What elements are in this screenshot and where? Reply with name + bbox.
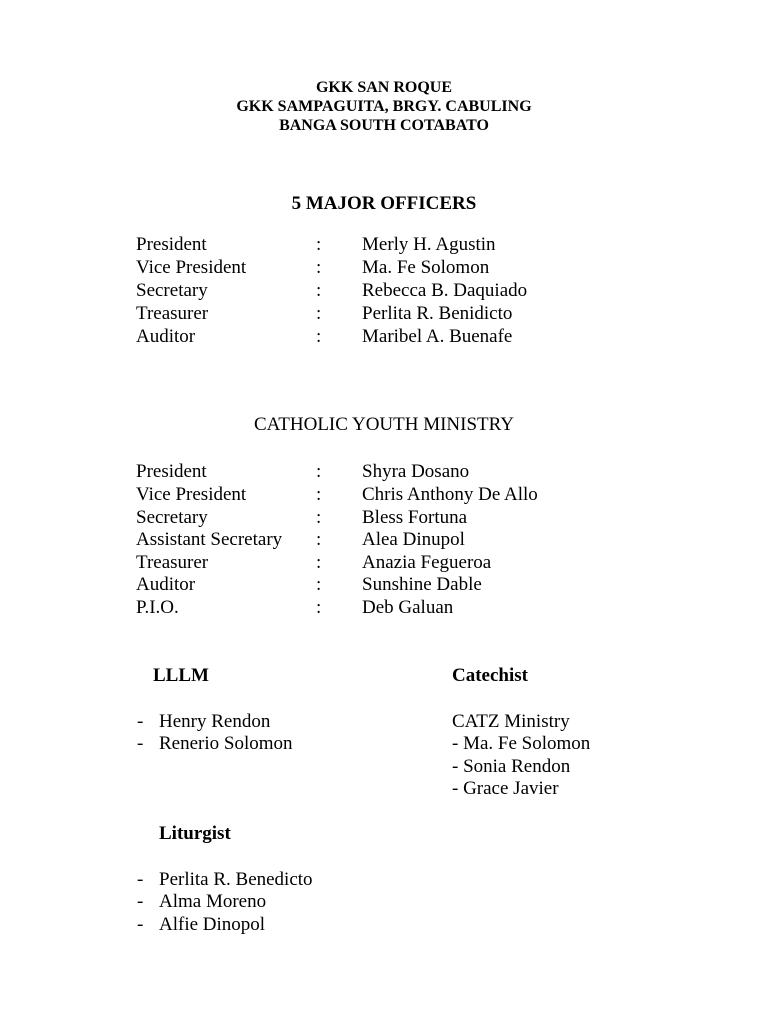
youth-row	[0, 506, 768, 529]
lllm-heading: LLLM	[153, 665, 209, 686]
youth-position: Auditor	[136, 574, 196, 595]
officer-position: Vice President	[136, 257, 247, 278]
bullet-dash: -	[137, 733, 144, 754]
youth-row	[0, 528, 768, 551]
youth-separator: :	[316, 529, 322, 550]
youth-row	[0, 460, 768, 483]
officer-name: Rebecca B. Daquiado	[362, 280, 528, 301]
catechist-subheading: CATZ Ministry	[452, 711, 570, 732]
youth-name: Deb Galuan	[362, 597, 454, 618]
youth-name: Shyra Dosano	[362, 461, 470, 482]
youth-row	[0, 483, 768, 506]
officer-row	[0, 256, 768, 279]
bullet-dash: -	[137, 711, 144, 732]
youth-position: Treasurer	[136, 552, 209, 573]
youth-ministry-title: CATHOLIC YOUTH MINISTRY	[253, 414, 515, 435]
header-chapel: GKK SAMPAGUITA, BRGY. CABULING	[236, 98, 532, 115]
officer-position: Secretary	[136, 280, 208, 301]
catechist-member: - Grace Javier	[452, 778, 559, 799]
catechist-member: - Ma. Fe Solomon	[452, 733, 591, 754]
youth-position: Assistant Secretary	[136, 529, 283, 550]
list-item	[137, 732, 387, 755]
catechist-member: - Sonia Rendon	[452, 756, 571, 777]
officer-separator: :	[316, 326, 322, 347]
youth-separator: :	[316, 484, 322, 505]
officer-row	[0, 233, 768, 256]
officer-name: Perlita R. Benidicto	[362, 303, 513, 324]
liturgist-heading: Liturgist	[159, 823, 231, 844]
list-item	[137, 710, 387, 733]
youth-name: Sunshine Dable	[362, 574, 482, 595]
youth-separator: :	[316, 507, 322, 528]
bullet-dash: -	[137, 891, 144, 912]
lllm-member: Renerio Solomon	[159, 733, 293, 754]
youth-separator: :	[316, 597, 322, 618]
liturgist-member: Alma Moreno	[159, 891, 267, 912]
officer-separator: :	[316, 257, 322, 278]
liturgist-member: Alfie Dinopol	[159, 914, 266, 935]
youth-row	[0, 551, 768, 574]
bullet-dash: -	[137, 869, 144, 890]
officer-name: Ma. Fe Solomon	[362, 257, 490, 278]
liturgist-member: Perlita R. Benedicto	[159, 869, 313, 890]
youth-name: Bless Fortuna	[362, 507, 468, 528]
officer-name: Merly H. Agustin	[362, 234, 496, 255]
list-item	[137, 868, 387, 891]
youth-position: President	[136, 461, 207, 482]
header-location: BANGA SOUTH COTABATO	[279, 117, 489, 134]
youth-separator: :	[316, 574, 322, 595]
catechist-heading: Catechist	[452, 665, 528, 686]
youth-position: Vice President	[136, 484, 247, 505]
officer-separator: :	[316, 303, 322, 324]
officer-position: Treasurer	[136, 303, 209, 324]
youth-name: Alea Dinupol	[362, 529, 465, 550]
major-officers-title: 5 MAJOR OFFICERS	[291, 193, 477, 214]
officer-row	[0, 279, 768, 302]
officer-row	[0, 302, 768, 325]
bullet-dash: -	[137, 914, 144, 935]
youth-name: Chris Anthony De Allo	[362, 484, 538, 505]
youth-row	[0, 573, 768, 596]
youth-row	[0, 596, 768, 619]
officer-name: Maribel A. Buenafe	[362, 326, 513, 347]
list-item	[137, 890, 387, 913]
officer-position: Auditor	[136, 326, 196, 347]
officer-separator: :	[316, 280, 322, 301]
youth-separator: :	[316, 552, 322, 573]
youth-position: Secretary	[136, 507, 208, 528]
header-parish: GKK SAN ROQUE	[315, 79, 452, 96]
officer-position: President	[136, 234, 207, 255]
officer-separator: :	[316, 234, 322, 255]
list-item	[137, 913, 387, 936]
officer-row	[0, 325, 768, 348]
youth-position: P.I.O.	[136, 597, 179, 618]
youth-name: Anazia Fegueroa	[362, 552, 492, 573]
youth-separator: :	[316, 461, 322, 482]
lllm-member: Henry Rendon	[159, 711, 271, 732]
